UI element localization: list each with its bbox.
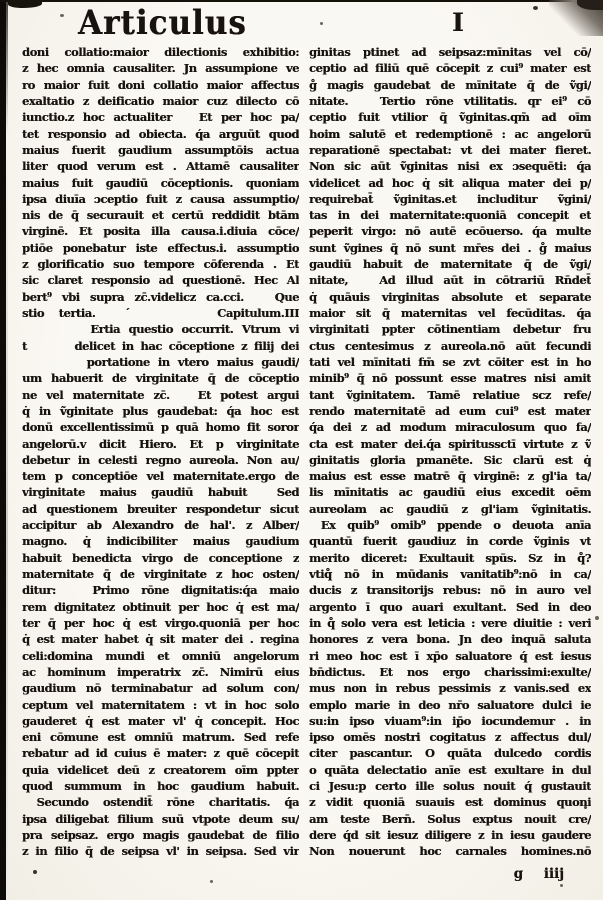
text-line: bert⁹ vbi supra zc̄.videlicz ca.cci. Que: [22, 289, 299, 304]
text-line: aureolam ac gaudiū z gl'iam ṽginitatis.: [309, 501, 591, 516]
text-line: virginitate maius gaudiū habuit Sed: [22, 485, 299, 500]
text-line: minib⁹ q̄ nō possunt esse matres nisi amit: [309, 371, 591, 386]
text-line: tant ṽginitatem. Tamē relatiue scz refe/: [309, 387, 591, 402]
text-line: eni cōmune est omniū matrum. Sed refe: [22, 730, 299, 745]
scan-speck: [60, 14, 64, 17]
text-line: mus non in rebus pessimis z vanis.sed ex: [309, 681, 591, 696]
text-line: videlicet ad hoc q̇ sit aliqua mater dei p/: [309, 175, 591, 190]
scan-speck: [210, 880, 213, 883]
scan-speck: [533, 6, 538, 10]
text-line: ipso omēs nostri cogitatus z affectus dul/: [309, 730, 591, 745]
text-line: nis de q̄ securauit et certū reddidit btām: [22, 208, 299, 223]
scan-blotch-top-left: [8, 0, 42, 8]
text-line: nitate. Tertio rōne vtilitatis. qr ei⁹ cō: [309, 93, 591, 108]
text-line: ginitas ptinet ad seipsaz:mīnitas vel cō/: [309, 45, 591, 59]
text-line: maternitate q̄ de virginitate z hoc osten/: [22, 567, 299, 581]
text-line: ptiōe ponebatur iste effectus.i. assumptio: [22, 240, 299, 255]
text-line: ctus centesimus z aureola.nō aūt fecundi: [309, 338, 591, 353]
scan-edge-left: [0, 0, 6, 900]
page-title: Articulus: [78, 4, 247, 43]
text-line: am teste Bern̄. Solus exptus nouit cre/: [309, 811, 591, 826]
folio-number: I: [452, 8, 464, 37]
text-line: q̇ est mater habet q̇ sit mater dei . regina: [22, 632, 299, 647]
text-line: sunt ṽgines q̄ nō sunt mr̄es dei . g̊ maius: [309, 240, 591, 255]
text-line: Secundo ostendit̄ rōne charitatis. q́a: [22, 795, 299, 810]
text-line: su:in ipso viuam⁹:in ip̄o iocundemur . in: [309, 713, 591, 728]
text-column-left: [22, 44, 299, 860]
scan-edge-top: [0, 0, 603, 2]
text-line: doni collatio:maior dilectionis exhibitio:: [22, 45, 299, 59]
text-line: quia videlicet deū z creatorem oīm ppter: [22, 762, 299, 777]
text-line: quantū fuerit gaudiuz in corde ṽginis vt: [309, 534, 591, 549]
text-line: celi:domina mundi et omniū angelorum: [22, 648, 299, 663]
text-line: angelorū.v dicit Hiero. Et p virginitate: [22, 436, 299, 451]
text-line: argento ī quo auari exultant. Sed in deo: [309, 599, 591, 614]
text-line: hoim salutē et redemptionē : ac angelorū: [309, 126, 591, 141]
text-line: rendo maternitatē ad eum cui⁹ est mater: [309, 403, 591, 418]
text-line: virginē. Et posita illa causa.i.diuia cōce/: [22, 224, 299, 239]
text-line: ad questionem breuiter respondetur sicut: [22, 501, 299, 516]
text-line: gaudiū habuit de maternitate q̄ de ṽgi/: [309, 257, 591, 272]
text-line: lis mīnitatis ac gaudiū eius excedit oēm: [309, 485, 591, 500]
text-line: Non nouerunt hoc carnales homines.nō: [309, 844, 591, 859]
text-line: nitate, Ad illud aūt in cōtrariū Rn̄det̄: [309, 273, 591, 288]
text-line: requirebat̄ ṽginitas.et includitur ṽgini/: [309, 191, 591, 206]
text-line: virginitati ppter cōtinentiam debetur fru: [309, 322, 591, 337]
text-line: z glorificatio suo tempore cōferenda . Et: [22, 257, 299, 272]
text-line: stio tertia. ´ Capitulum.III: [22, 306, 299, 320]
text-line: emplo marie in deo nr̄o saluatore dulci ie: [309, 697, 591, 712]
text-line: ter q̄ per hoc q̇ est virgo.quoniā per hoc: [22, 615, 299, 630]
text-line: maius fuerit gaudium assumptōis actua: [22, 142, 299, 157]
text-line: ceptio ad filiū quē cōcepit z cui⁹ mater est: [309, 61, 591, 76]
text-line: reparationē spectabat: vt dei mater fieret.: [309, 142, 591, 157]
text-line: liter quod verum est . Attamē causaliter: [22, 159, 299, 174]
text-line: pra seipsaz. ergo magis gaudebat de filio: [22, 828, 299, 842]
scan-speck: [595, 616, 599, 620]
text-line: magno. q̇ indicibiliter maius gaudium: [22, 534, 299, 549]
text-line: vtiq̊ nō in mūdanis vanitatib⁹:nō in ca/: [309, 567, 591, 581]
text-line: tem p conceptiōe vel maternitate.ergo de: [22, 469, 299, 484]
text-line: sic claret responsio ad questionē. Hec Al: [22, 273, 299, 288]
text-line: maius fuit gaudiū cōceptionis. quoniam: [22, 175, 299, 190]
text-line: habuit benedicta virgo de conceptione z: [22, 550, 299, 565]
text-line: um habuerit de virginitate q̄ de cōceptio: [22, 371, 299, 386]
text-line: quod summum in hoc gaudium habuit.: [22, 779, 299, 794]
text-line: accipitur ab Alexandro de hal'. z Alber/: [22, 518, 299, 533]
text-column-right: [309, 44, 591, 860]
scan-speck: [560, 884, 563, 887]
text-line: ipsa diligebat filium suū vtpote deum su/: [22, 811, 299, 826]
text-line: debetur in celesti regno aureola. Non au/: [22, 452, 299, 467]
text-line: z in filio q̄ de seipsa vl' in seipsa. Sed vir: [22, 844, 299, 859]
text-line: q̇ in ṽginitate plus gaudebat: q́a hoc est: [22, 403, 299, 418]
text-line: maius est esse matrē q̄ virginē: z gl'ia ta/: [309, 469, 591, 484]
text-line: ne vel maternitate zc̄. Et potest argui: [22, 387, 299, 402]
text-line: ducis z transitorijs rebus: nō in auro vel: [309, 583, 591, 598]
text-line: Ex quib⁹ omib⁹ ppende o deuota anīa: [309, 518, 591, 533]
text-line: z vidit quoniā suauis est dominus quoni: [309, 795, 591, 810]
text-line: cta est mater dei.q́a spiritussctī virtute z ṽ: [309, 436, 591, 451]
text-line: ci Jesu:p certo ille solus nouit q́ gustauit: [309, 779, 591, 794]
text-line: tet responsio ad obiecta. q́a arguūt quod: [22, 126, 299, 141]
text-line: peperit virgo: nō autē ecōuerso. q́a multe: [309, 224, 591, 239]
text-line: q́a dei z ad modum miraculosum quo fa/: [309, 420, 591, 435]
text-line: g̊ magis gaudebat de mīnitate q̄ de ṽgi/: [309, 77, 591, 92]
text-line: honores z vera bona. Jn deo inquā saluta: [309, 632, 591, 647]
text-line: bn̄dictus. Et nos ergo charissimi:exulte/: [309, 664, 591, 679]
text-line: portatione in vtero maius gaudi/: [22, 354, 299, 369]
text-line: exaltatio z deificatio maior cuz dilecto cō: [22, 93, 299, 108]
text-line: merito diceret: Exultauit spūs. Sz in q̊?: [309, 550, 591, 565]
text-line: t delicet in hac cōceptione z filij dei: [22, 338, 299, 353]
text-line: q̇ quāuis virginitas absolute et separate: [309, 289, 591, 304]
text-line: tas in dei maternitate:quoniā concepit et: [309, 208, 591, 223]
scan-corner-smudge: [549, 0, 603, 36]
text-line: ceptio fuit vtilior q̄ ṽginitas.qm̄ ad oīm: [309, 110, 591, 125]
text-line: ginitatis gloria pmanēte. Sic clarū est q̇: [309, 452, 591, 467]
text-line: ac hominum imperatrix zc̄. Nimirū eius: [22, 664, 299, 679]
text-line: ipsa diuīa ɔceptio fuit z causa assumptio/: [22, 191, 299, 206]
text-line: Non sic aūt ṽginitas nisi ex ɔsequēti: q́a: [309, 159, 591, 174]
text-line: ditur: Primo rōne dignitatis:q́a maio: [22, 583, 299, 598]
text-line: Ertia questio occurrit. Vtrum vi: [22, 322, 299, 337]
text-line: donū excellentissimū p quā homo fit soror: [22, 420, 299, 435]
text-line: rem dignitatez obtinuit per hoc q̇ est ma/: [22, 599, 299, 614]
text-line: citer pascantur. O quāta dulcedo cordis: [309, 746, 591, 761]
text-line: ceptum vel maternitatem : vt in hoc solo: [22, 697, 299, 712]
text-line: gaudium nō terminabatur ad solum con/: [22, 681, 299, 696]
text-line: tati vel mīnitati fm̄ se zvt cōiter est in ho: [309, 354, 591, 369]
quire-signature-mark: g iiij: [513, 866, 564, 882]
text-line: iunctio.z hoc actualiter Et per hoc pa/: [22, 110, 299, 125]
text-line: in q̊ solo vera est leticia : vere diuitie : veri: [309, 615, 591, 630]
text-line: rebatur ad id cuius ē mater: z quē cōcepit: [22, 746, 299, 761]
text-line: o quāta delectatio anīe est exultare in dul: [309, 762, 591, 777]
scan-speck: [320, 22, 323, 25]
text-line: ro maior fuit doni collatio maior affectus: [22, 77, 299, 92]
text-line: ri meo hoc est ī xp̄o saluatore q́ est iesus: [309, 648, 591, 663]
text-line: z hec omnia causaliter. Jn assumpione ve: [22, 61, 299, 76]
text-line: dere q́d sit iesuz diligere z in iesu gaudere: [309, 828, 591, 842]
text-line: gauderet q̇ est mater vl' q̇ concepit. Hoc: [22, 713, 299, 728]
scan-speck: [33, 870, 37, 874]
text-line: maior sit q̄ maternitas vel fecūditas. q́a: [309, 306, 591, 320]
